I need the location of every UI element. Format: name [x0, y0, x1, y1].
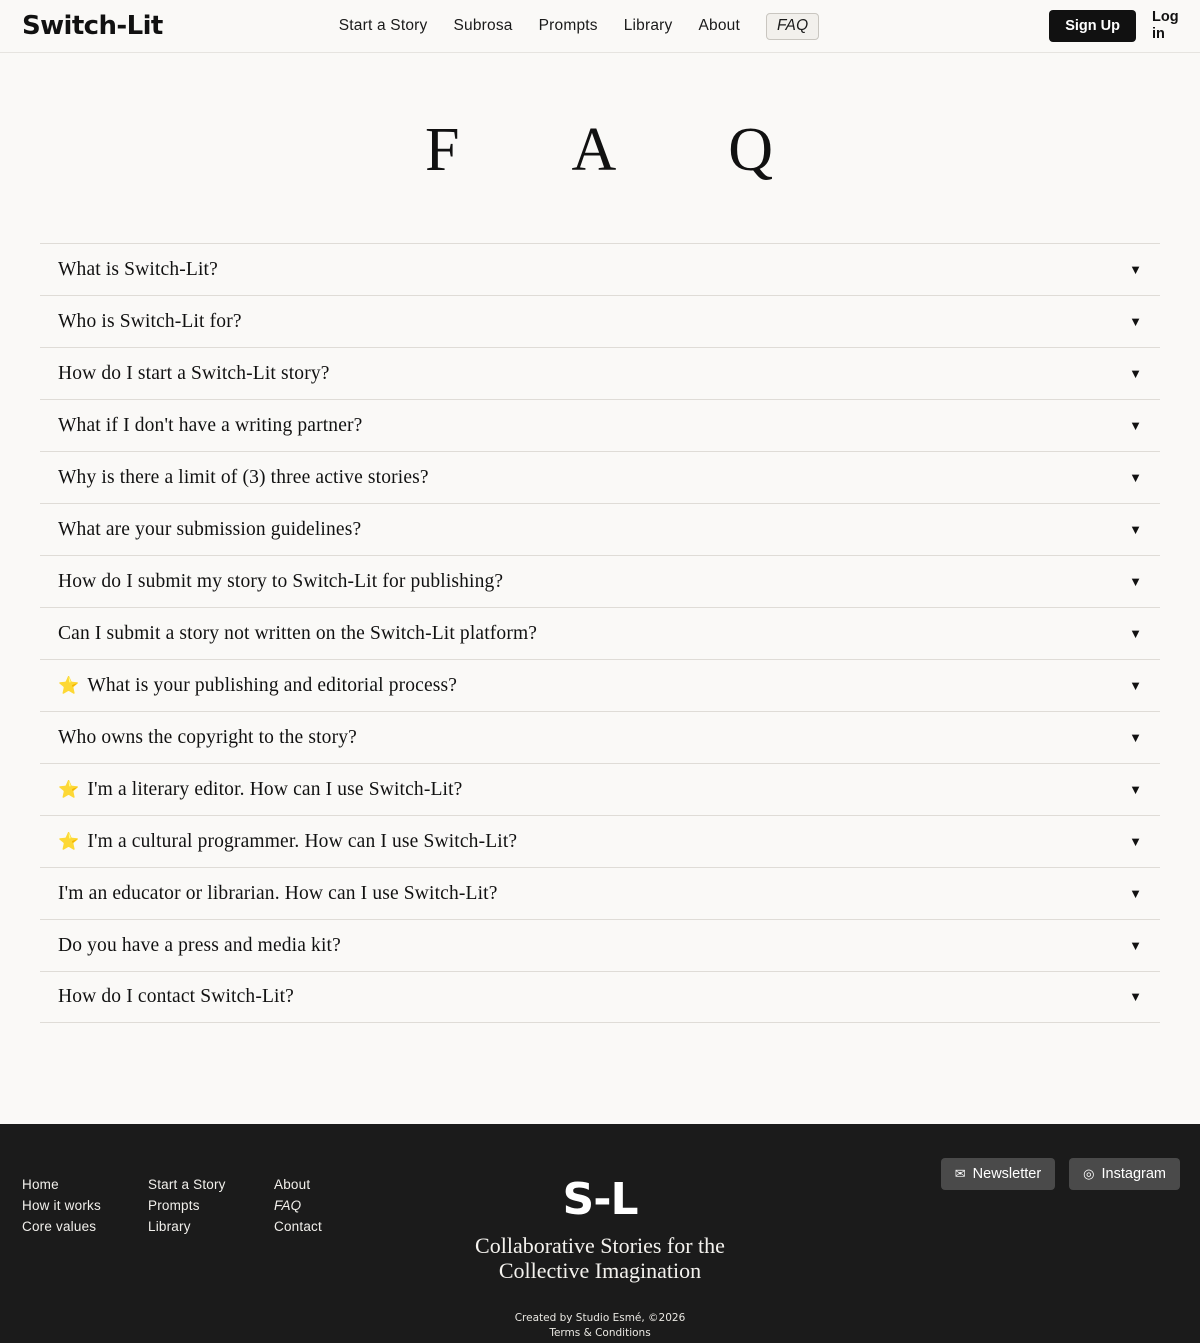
- faq-row[interactable]: [40, 971, 1160, 1023]
- nav-item-library[interactable]: Library: [623, 17, 673, 34]
- faq-question: [58, 467, 429, 489]
- chevron-down-icon[interactable]: ▼: [1129, 885, 1142, 901]
- footer-link-columns: [22, 1174, 400, 1237]
- faq-question-text: Who owns the copyright to the story?: [58, 726, 357, 748]
- faq-row[interactable]: [40, 347, 1160, 399]
- chevron-down-icon[interactable]: ▼: [1129, 729, 1142, 745]
- chevron-down-icon[interactable]: ▼: [1129, 937, 1142, 953]
- faq-row[interactable]: [40, 399, 1160, 451]
- faq-row[interactable]: [40, 503, 1160, 555]
- faq-question: [58, 311, 242, 333]
- faq-question: [58, 883, 498, 905]
- footer-tagline-line2: Collective Imagination: [498, 1258, 702, 1283]
- faq-question: [58, 935, 341, 957]
- footer-link[interactable]: How it works: [22, 1198, 101, 1213]
- header-actions: [1049, 9, 1182, 42]
- chevron-down-icon[interactable]: ▼: [1129, 781, 1142, 797]
- footer-credit: Created by Studio Esmé, ©2026: [514, 1312, 686, 1324]
- footer-link[interactable]: Contact: [274, 1219, 322, 1234]
- chevron-down-icon[interactable]: ▼: [1129, 521, 1142, 537]
- footer-link[interactable]: FAQ: [274, 1198, 302, 1213]
- chevron-down-icon[interactable]: ▼: [1129, 677, 1142, 693]
- footer-logo: S-L: [562, 1174, 638, 1225]
- footer-tagline: [22, 1233, 1178, 1283]
- faq-question-text: Who is Switch-Lit for?: [58, 310, 242, 332]
- footer-link[interactable]: Prompts: [148, 1198, 200, 1213]
- newsletter-label: Newsletter: [972, 1166, 1042, 1182]
- star-icon: ⭐: [58, 832, 80, 851]
- brand-logo[interactable]: Switch-Lit: [22, 11, 163, 41]
- title-letter-f: F: [424, 116, 462, 184]
- faq-question: [58, 519, 361, 541]
- title-letter-a: A: [571, 116, 619, 184]
- faq-row[interactable]: [40, 763, 1160, 815]
- faq-question: [58, 779, 462, 801]
- envelope-icon: ✉: [954, 1166, 966, 1181]
- chevron-down-icon[interactable]: ▼: [1129, 469, 1142, 485]
- chevron-down-icon[interactable]: ▼: [1129, 989, 1142, 1004]
- terms-and-conditions-link[interactable]: Terms & Conditions: [549, 1327, 651, 1339]
- page-title: [0, 115, 1200, 186]
- sign-up-button[interactable]: Sign Up: [1049, 10, 1136, 42]
- chevron-down-icon[interactable]: ▼: [1129, 417, 1142, 433]
- faq-question-text: How do I start a Switch-Lit story?: [58, 362, 330, 384]
- footer-column: [148, 1174, 274, 1237]
- faq-question-text: I'm a literary editor. How can I use Switch-Lit?: [87, 778, 463, 800]
- log-in-link[interactable]: Log in: [1152, 9, 1179, 42]
- footer-column: [274, 1174, 400, 1237]
- star-icon: ⭐: [58, 780, 80, 799]
- nav-item-prompts[interactable]: Prompts: [538, 17, 598, 34]
- footer-link[interactable]: Library: [148, 1219, 191, 1234]
- footer-link[interactable]: Core values: [22, 1219, 97, 1234]
- footer-link[interactable]: Home: [22, 1177, 59, 1192]
- instagram-label: Instagram: [1101, 1166, 1166, 1182]
- chevron-down-icon[interactable]: ▼: [1129, 625, 1142, 641]
- newsletter-button[interactable]: [941, 1158, 1055, 1190]
- faq-row[interactable]: [40, 555, 1160, 607]
- nav-item-start-a-story[interactable]: Start a Story: [338, 17, 428, 34]
- faq-question: [58, 259, 218, 281]
- faq-row[interactable]: [40, 451, 1160, 503]
- faq-question-text: Why is there a limit of (3) three active stories?: [58, 466, 429, 488]
- faq-row[interactable]: [40, 919, 1160, 971]
- faq-question-text: I'm a cultural programmer. How can I use Switch-Lit?: [87, 830, 518, 852]
- chevron-down-icon[interactable]: ▼: [1129, 833, 1142, 849]
- site-header: [0, 0, 1200, 53]
- footer-link[interactable]: About: [274, 1177, 311, 1192]
- faq-accordion: [40, 243, 1160, 1023]
- faq-question: [58, 675, 457, 697]
- site-footer: [0, 1124, 1200, 1343]
- instagram-button[interactable]: [1069, 1158, 1180, 1190]
- faq-question-text: Can I submit a story not written on the Switch-Lit platform?: [58, 622, 538, 644]
- faq-question-text: What is Switch-Lit?: [58, 258, 218, 280]
- main-nav: [339, 13, 820, 40]
- faq-question: [58, 831, 517, 853]
- faq-question: [58, 623, 537, 645]
- nav-item-faq[interactable]: FAQ: [766, 13, 819, 40]
- faq-row[interactable]: [40, 711, 1160, 763]
- faq-question-text: How do I contact Switch-Lit?: [58, 986, 294, 1007]
- footer-tagline-line1: Collaborative Stories for the: [475, 1233, 725, 1258]
- faq-question-text: How do I submit my story to Switch-Lit for publishing?: [58, 570, 504, 592]
- faq-row[interactable]: [40, 295, 1160, 347]
- chevron-down-icon[interactable]: ▼: [1129, 261, 1142, 277]
- faq-question-text: What if I don't have a writing partner?: [58, 414, 363, 436]
- footer-link[interactable]: Start a Story: [148, 1177, 226, 1192]
- nav-item-subrosa[interactable]: Subrosa: [453, 17, 513, 34]
- faq-question-text: What is your publishing and editorial process?: [87, 674, 458, 696]
- faq-question-text: I'm an educator or librarian. How can I use Switch-Lit?: [58, 882, 498, 904]
- chevron-down-icon[interactable]: ▼: [1129, 365, 1142, 381]
- nav-item-about[interactable]: About: [698, 17, 741, 34]
- star-icon: ⭐: [58, 676, 80, 695]
- faq-question: [58, 986, 294, 1008]
- chevron-down-icon[interactable]: ▼: [1129, 573, 1142, 589]
- title-letter-q: Q: [728, 116, 776, 184]
- faq-question: [58, 727, 357, 749]
- faq-row[interactable]: [40, 659, 1160, 711]
- faq-row[interactable]: [40, 243, 1160, 295]
- footer-social-actions: [941, 1158, 1180, 1190]
- faq-question: [58, 363, 330, 385]
- chevron-down-icon[interactable]: ▼: [1129, 313, 1142, 329]
- faq-row[interactable]: [40, 867, 1160, 919]
- footer-column: [22, 1174, 148, 1237]
- instagram-icon: ◎: [1083, 1166, 1095, 1181]
- faq-question-text: Do you have a press and media kit?: [58, 934, 341, 956]
- faq-question: [58, 415, 362, 437]
- faq-question-text: What are your submission guidelines?: [58, 518, 362, 540]
- faq-row[interactable]: [40, 607, 1160, 659]
- faq-question: [58, 571, 503, 593]
- faq-row[interactable]: [40, 815, 1160, 867]
- footer-meta: [22, 1311, 1178, 1341]
